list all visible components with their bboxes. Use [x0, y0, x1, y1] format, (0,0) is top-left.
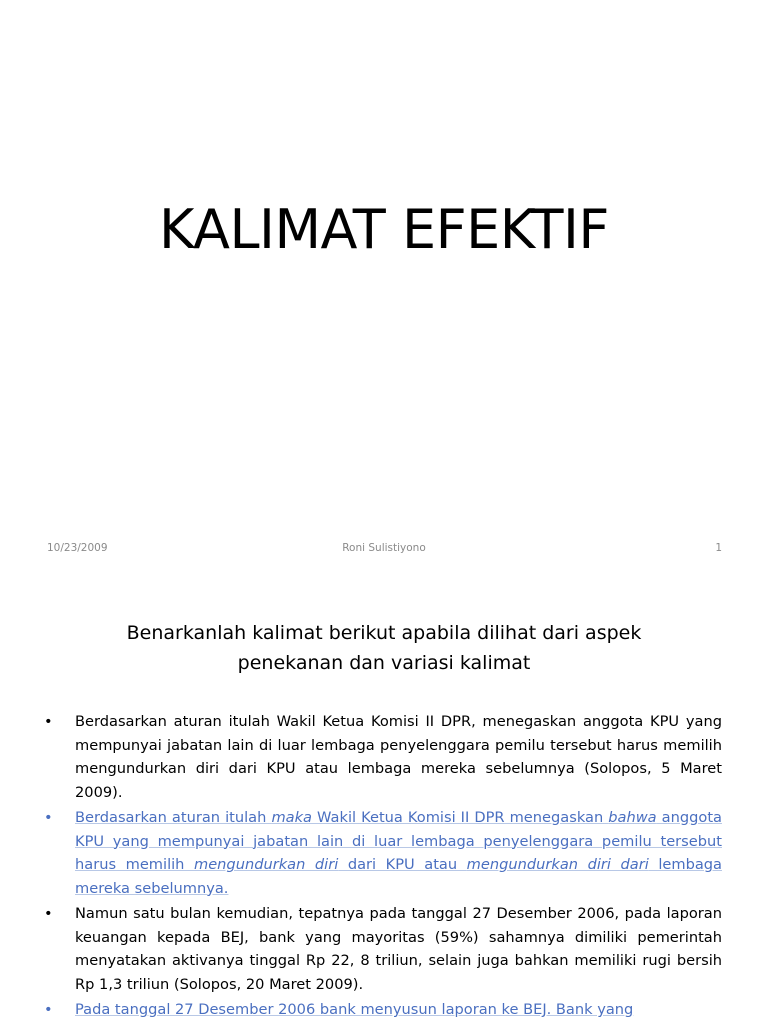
slide-title: KALIMAT EFEKTIF: [159, 198, 609, 261]
bullet-item-3: [0, 902, 768, 996]
bullet-item-1: [0, 710, 768, 804]
footer-date: 10/23/2009: [47, 542, 108, 554]
bullet-dot: •: [44, 1001, 53, 1018]
footer-author: Roni Sulistiyono: [342, 542, 426, 554]
heading-line-2: penekanan dan variasi kalimat: [237, 652, 531, 674]
bullet-item-2: [0, 806, 768, 900]
bullet-dot: •: [44, 905, 53, 922]
bullet-text: Namun satu bulan kemudian, tepatnya pada tanggal 27 Desember 2006, pada laporan keuangan kepada BEJ, bank yang mayoritas (59%) sahamnya dimiliki pemerintah menyatakan aktivanya tinggal Rp 22, 8 triliun, selain juga bahkan memiliki rugi bersih Rp 1,3 triliun (Solopos, 20 Maret 2009).: [75, 905, 722, 993]
slide-heading: [80, 618, 688, 678]
content-slide: [0, 576, 768, 1024]
bullet-list: [0, 710, 768, 1022]
bullet-dot: •: [44, 809, 53, 826]
bullet-text: Berdasarkan aturan itulah Wakil Ketua Komisi II DPR, menegaskan anggota KPU yang mempunyai jabatan lain di luar lembaga penyelenggara pemilu tersebut harus memilih mengundurkan diri dari KPU atau lembaga mereka sebelumnya (Solopos, 5 Maret 2009).: [75, 713, 722, 801]
heading-line-1: Benarkanlah kalimat berikut apabila dilihat dari aspek: [126, 622, 642, 644]
bullet-item-4: [0, 998, 768, 1022]
bullet-text: Pada tanggal 27 Desember 2006 bank menyusun laporan ke BEJ. Bank yang: [75, 1001, 634, 1018]
bullet-text: Berdasarkan aturan itulah maka Wakil Ketua Komisi II DPR menegaskan bahwa anggota KPU yang mempunyai jabatan lain di luar lembaga penyelenggara pemilu tersebut harus memilih mengundurkan diri dari KPU atau mengundurkan diri dari lembaga mereka sebelumnya.: [75, 809, 722, 897]
footer-page-number: 1: [715, 542, 722, 554]
bullet-dot: •: [44, 713, 53, 730]
